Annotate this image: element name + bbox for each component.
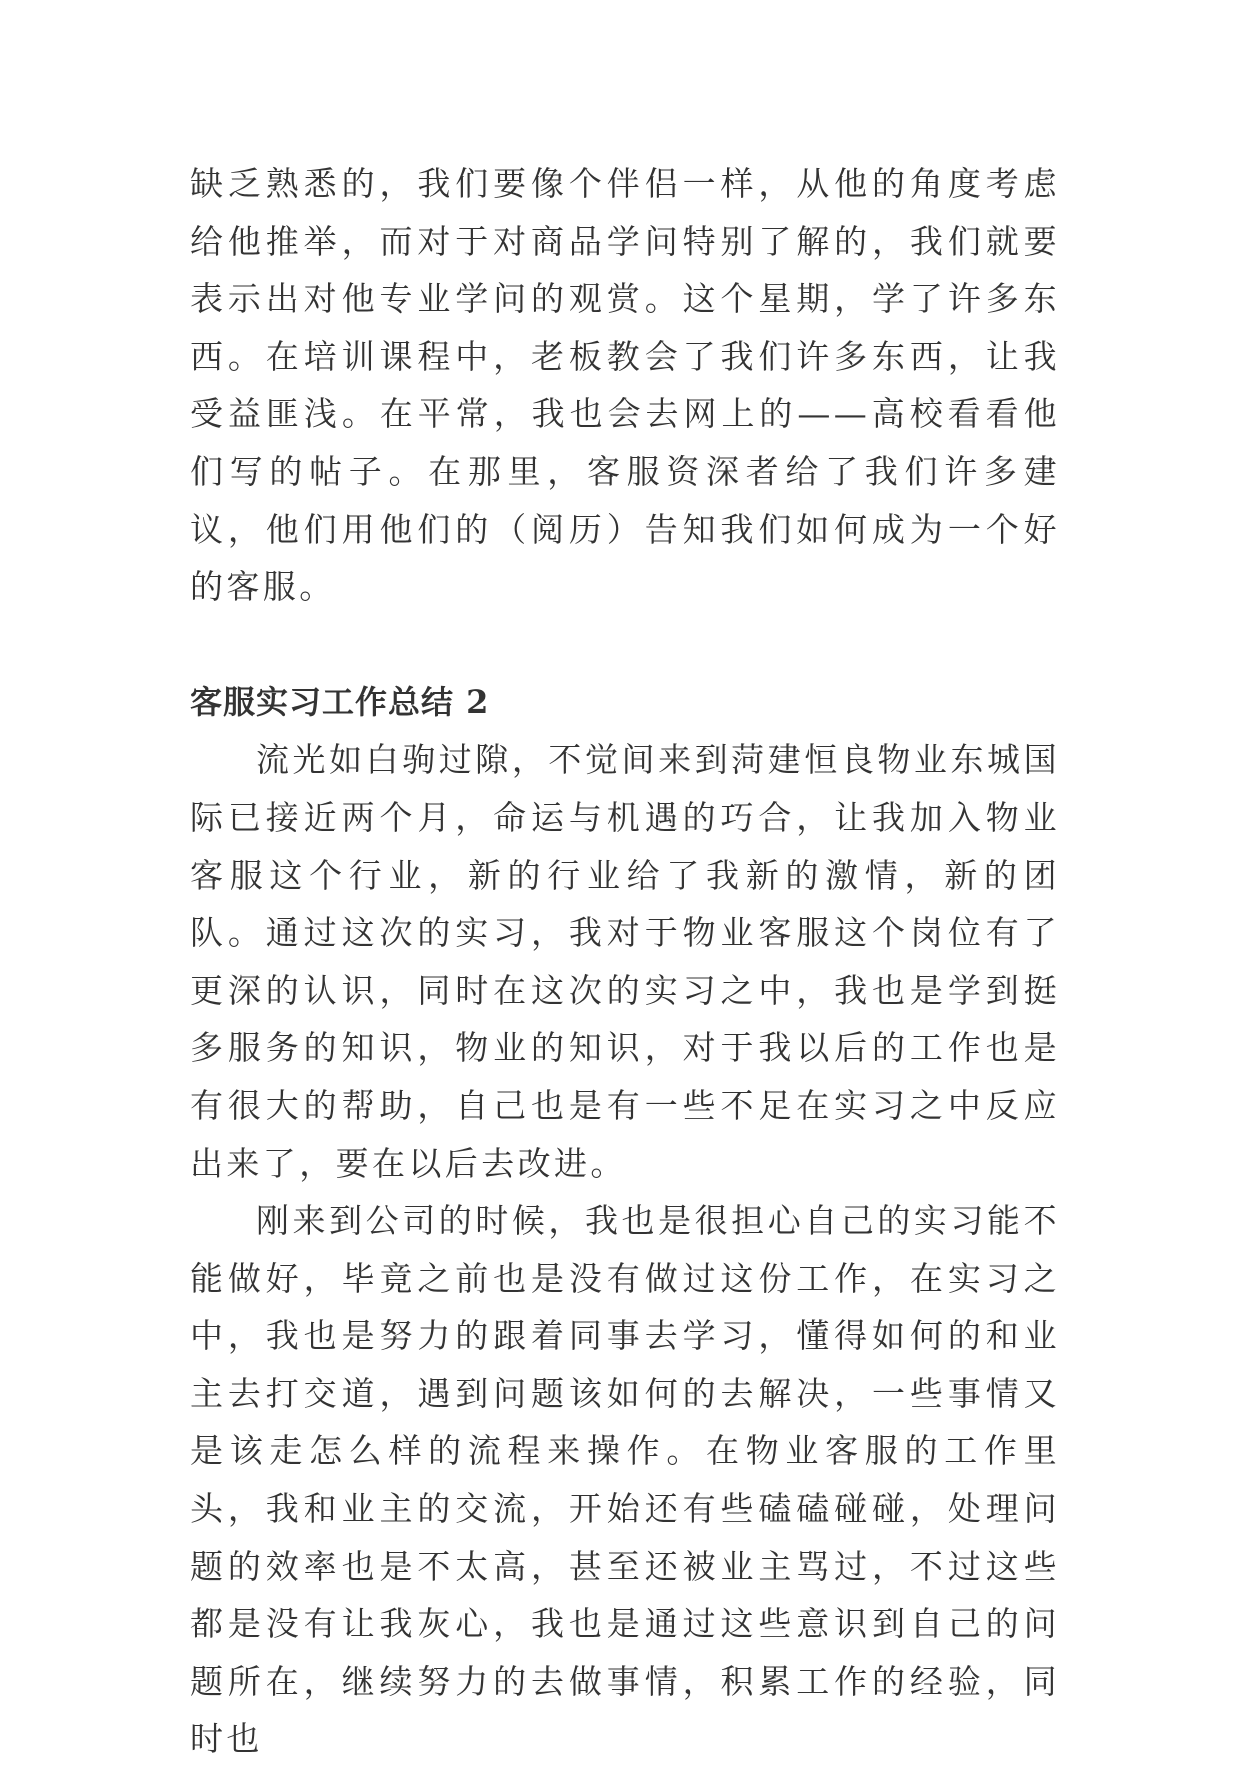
body-paragraph-3: 刚来到公司的时候，我也是很担心自己的实习能不能做好，毕竟之前也是没有做过这份工作，在实习之中，我也是努力的跟着同事去学习，懂得如何的和业主去打交道，遇到问题该如何的去解决，一些事情又是该走怎么样的流程来操作。在物业客服的工作里头，我和业主的交流，开始还有些磕磕碰碰，处理问题的效率也是不太高，甚至还被业主骂过，不过这些都是没有让我灰心，我也是通过这些意识到自己的问题所在，继续努力的去做事情，积累工作的经验，同时也 bbox=[190, 1201, 1060, 1759]
section-title: 客服实习工作总结 2 bbox=[190, 682, 490, 721]
body-paragraph-2: 流光如白驹过隙，不觉间来到菏建恒良物业东城国际已接近两个月，命运与机遇的巧合，让我加入物业客服这个行业，新的行业给了我新的激情，新的团队。通过这次的实习，我对于物业客服这个岗位有了更深的认识，同时在这次的实习之中，我也是学到挺多服务的知识，物业的知识，对于我以后的工作也是有很大的帮助，自己也是有一些不足在实习之中反应出来了，要在以后去改进。 bbox=[190, 740, 1060, 1183]
document-page bbox=[190, 155, 1060, 1768]
body-paragraph-1: 缺乏熟悉的，我们要像个伴侣一样，从他的角度考虑给他推举，而对于对商品学问特别了解的，我们就要表示出对他专业学问的观赏。这个星期，学了许多东西。在培训课程中，老板教会了我们许多东西，让我受益匪浅。在平常，我也会去网上的——高校看看他们写的帖子。在那里，客服资深者给了我们许多建议，他们用他们的（阅历）告知我们如何成为一个好的客服。 bbox=[190, 164, 1060, 607]
section-gap bbox=[190, 616, 1060, 674]
